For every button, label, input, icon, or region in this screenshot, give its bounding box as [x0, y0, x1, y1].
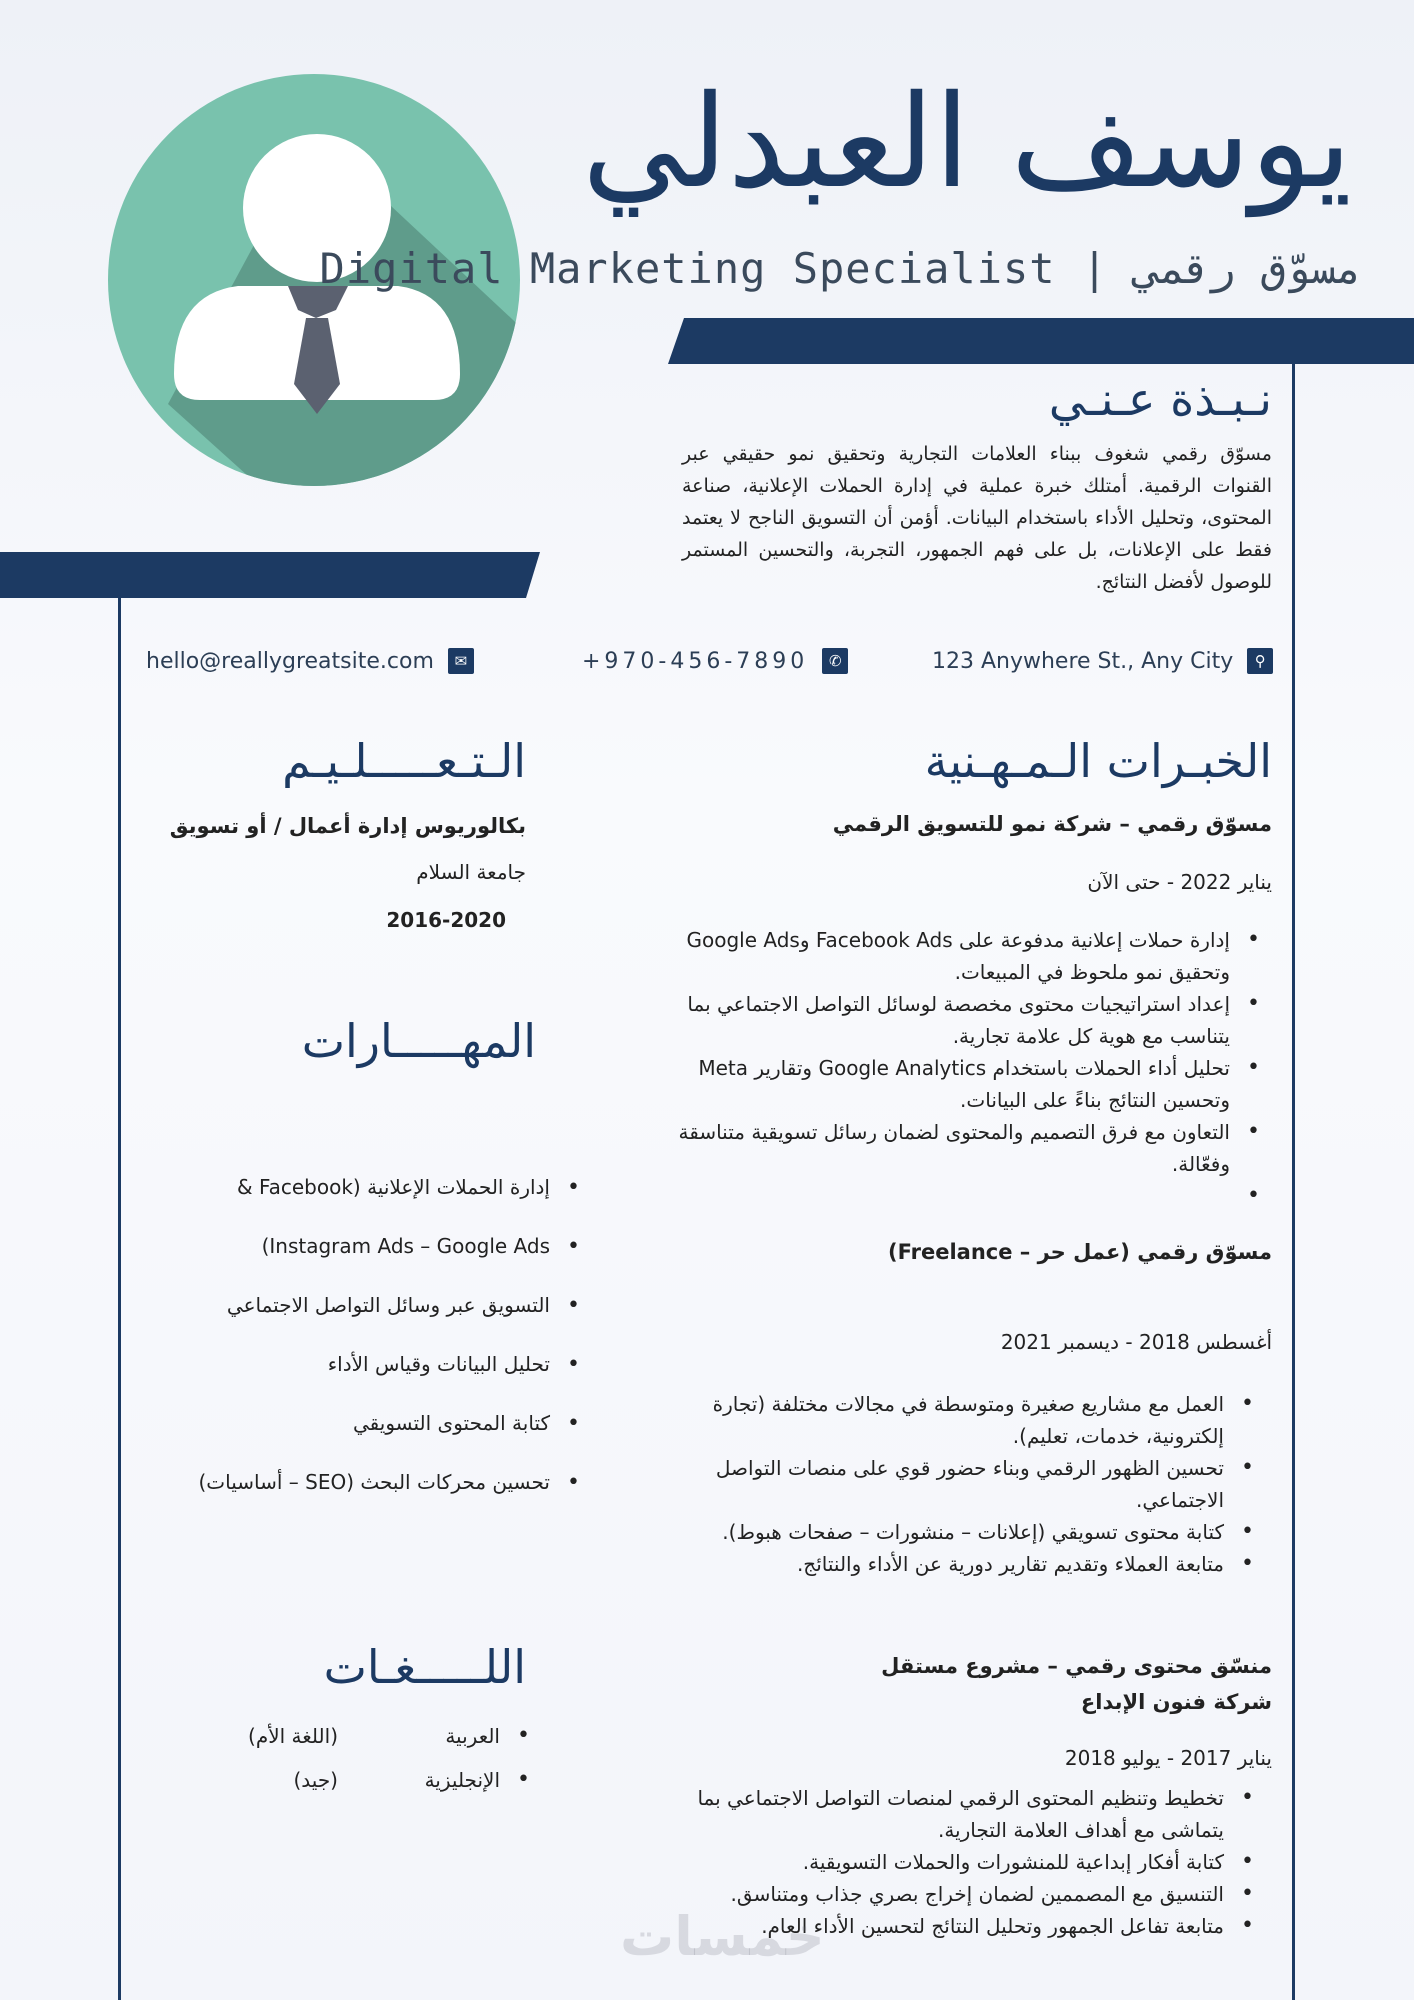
job-date: يناير 2022 - حتى الآن [1087, 870, 1272, 894]
experience-title: الخبـرات الـمـهـنية [924, 734, 1272, 788]
list-item: • متابعة تفاعل الجمهور وتحليل النتائج لتحسين الأداء العام. [678, 1910, 1258, 1942]
list-item: • إدارة الحملات الإعلانية (Facebook & [24, 1158, 584, 1217]
right-divider [1292, 364, 1295, 2000]
job-bullets [644, 924, 1264, 1212]
list-item: • متابعة العملاء وتقديم تقارير دورية عن الأداء والنتائج. [678, 1548, 1258, 1580]
phone-icon: ✆ [822, 648, 848, 674]
job-company: شركة فنون الإبداع [1080, 1690, 1272, 1714]
job-title: مسوّق رقمي – شركة نمو للتسويق الرقمي [832, 812, 1272, 836]
language-level: (جيد) [293, 1768, 338, 1792]
list-item: • كتابة أفكار إبداعية للمنشورات والحملات التسويقية. [678, 1846, 1258, 1878]
email-icon: ✉ [448, 648, 474, 674]
email-text: hello@reallygreatsite.com [146, 648, 434, 674]
person-name: يوسف العبدلي [582, 68, 1352, 217]
list-item: • إعداد استراتيجيات محتوى مخصصة لوسائل التواصل الاجتماعي بما يتناسب مع هوية كل علامة تجارية. [644, 988, 1264, 1052]
job-subtitle: Digital Marketing Specialist | مسوّق رقمي [319, 244, 1362, 293]
list-item: • Instagram Ads – Google Ads) [24, 1217, 584, 1276]
language-level: (اللغة الأم) [248, 1724, 338, 1748]
list-item: • تخطيط وتنظيم المحتوى الرقمي لمنصات التواصل الاجتماعي بما يتماشى مع أهداف العلامة التجارية. [678, 1782, 1258, 1846]
list-item: • كتابة المحتوى التسويقي [24, 1394, 584, 1453]
list-item: • التعاون مع فرق التصميم والمحتوى لضمان رسائل تسويقية متناسقة وفعّالة. [644, 1116, 1264, 1180]
location-pin-icon: ⚲ [1247, 648, 1273, 674]
university: جامعة السلام [416, 860, 526, 884]
job-bullets [678, 1388, 1258, 1580]
skills-title: المهـــــارات [301, 1014, 536, 1068]
job-date: يناير 2017 - يوليو 2018 [1064, 1746, 1272, 1770]
job-title: منسّق محتوى رقمي – مشروع مستقل [881, 1654, 1272, 1678]
education-years: 2016-2020 [386, 908, 506, 932]
list-item: • الإنجليزية [394, 1758, 534, 1802]
list-item: • تحليل أداء الحملات باستخدام Google Analytics وتقارير Meta وتحسين النتائج بناءً على البيانات. [644, 1052, 1264, 1116]
list-item: • تحليل البيانات وقياس الأداء [24, 1335, 584, 1394]
phone-text: +970-456-7890 [582, 648, 809, 674]
skills-list [24, 1158, 584, 1512]
list-item: • العربية [394, 1714, 534, 1758]
header-bar-left [0, 552, 540, 598]
about-text: مسوّق رقمي شغوف ببناء العلامات التجارية وتحقيق نمو حقيقي عبر القنوات الرقمية. أمتلك خبرة عملية في إدارة الحملات الإعلانية، صناعة المحتوى، وتحليل الأداء باستخدام البيانات. أؤمن أن التسويق الناجح لا يعتمد فقط على الإعلانات، بل على فهم الجمهور، التجربة، والتحسين المستمر للوصول لأفضل النتائج. [682, 443, 1272, 593]
list-item [644, 1180, 1264, 1212]
contact-email[interactable] [146, 648, 474, 674]
list-item: • التسويق عبر وسائل التواصل الاجتماعي [24, 1276, 584, 1335]
job-title: مسوّق رقمي (عمل حر – Freelance) [888, 1240, 1272, 1264]
address-text: 123 Anywhere St., Any City [932, 648, 1234, 674]
list-item: • تحسين محركات البحث (SEO – أساسيات) [24, 1453, 584, 1512]
job-date: أغسطس 2018 - ديسمبر 2021 [1000, 1330, 1272, 1354]
contact-address[interactable] [932, 648, 1273, 674]
list-item: • تحسين الظهور الرقمي وبناء حضور قوي على منصات التواصل الاجتماعي. [678, 1452, 1258, 1516]
watermark: خمسات [620, 1905, 825, 1968]
degree: بكالوريوس إدارة أعمال / أو تسويق [169, 814, 526, 838]
list-item: • كتابة محتوى تسويقي (إعلانات – منشورات – صفحات هبوط). [678, 1516, 1258, 1548]
contact-phone[interactable] [582, 648, 848, 674]
language-levels [248, 1714, 338, 1802]
languages-title: اللـــــغـات [323, 1640, 526, 1694]
list-item: • إدارة حملات إعلانية مدفوعة على Facebook Ads وGoogle Ads وتحقيق نمو ملحوظ في المبيعات. [644, 924, 1264, 988]
about-title: نـبـذة عـنـي [1048, 372, 1272, 426]
languages-list [394, 1714, 534, 1802]
list-item: • العمل مع مشاريع صغيرة ومتوسطة في مجالات مختلفة (تجارة إلكترونية، خدمات، تعليم). [678, 1388, 1258, 1452]
list-item: • التنسيق مع المصممين لضمان إخراج بصري جذاب ومتناسق. [678, 1878, 1258, 1910]
header-bar-right [668, 318, 1414, 364]
education-title: الـتـعـــــلـيـم [282, 734, 526, 788]
